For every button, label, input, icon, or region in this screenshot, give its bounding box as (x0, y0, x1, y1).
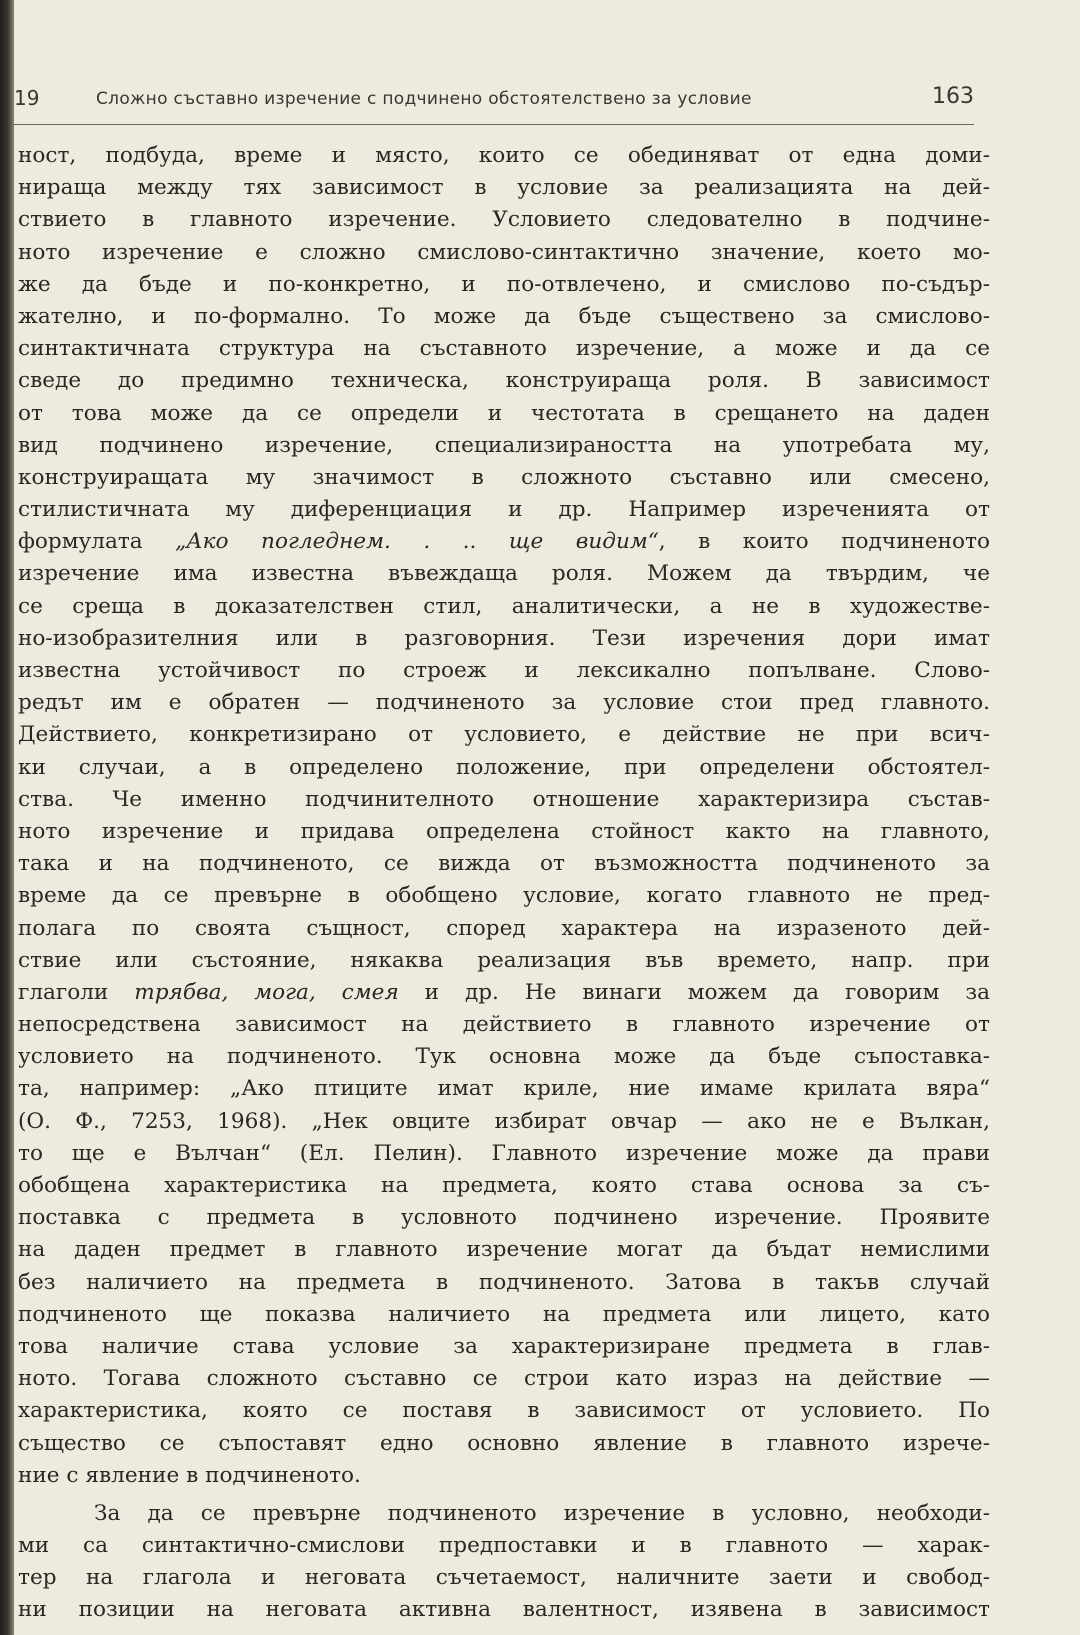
text-segment: известна устойчивост по строеж и лексикално попълване. Слово- (18, 658, 990, 683)
text-segment: условието на подчиненото. Тук основна може да бъде съпоставка- (18, 1044, 990, 1070)
text-line (18, 398, 990, 430)
text-line (18, 1267, 990, 1299)
text-line (18, 1530, 990, 1562)
text-segment: ни позиции на неговата активна валентност, изявена в зависимост (18, 1597, 990, 1623)
text-line (18, 752, 990, 784)
text-segment: ност, подбуда, време и място, които се обединяват от една доми- (18, 143, 990, 168)
text-segment: За да се превърне подчиненото изречение в условно, необходи- (94, 1500, 990, 1526)
text-line (18, 204, 990, 236)
text-segment: същество се съпоставят едно основно явление в главното изрече- (18, 1430, 990, 1456)
text-segment: , в които подчиненото (658, 529, 990, 555)
text-segment: ми са синтактично-смислови предпоставки и в главното — харак- (18, 1533, 990, 1559)
text-line (18, 1299, 990, 1331)
text-segment: нираща между тях зависимост в условие за реализацията на дей- (18, 175, 990, 201)
text-segment: това наличие става условие за характеризиране предмета в глав- (18, 1333, 990, 1359)
italic-text-segment: „Ако погледнем. . .. ще видим“ (175, 529, 659, 555)
text-line (18, 1234, 990, 1266)
text-segment: от това може да се определи и честотата в срещането на даден (18, 400, 990, 426)
text-segment: Действието, конкретизирано от условието, е действие не при всич- (18, 722, 990, 748)
text-segment: ние с явление в подчиненото. (18, 1462, 361, 1488)
text-segment: вид подчинено изречение, специализираността на употребата му, (18, 432, 990, 458)
text-line (18, 333, 990, 365)
header-divider (14, 124, 974, 125)
text-line (18, 880, 990, 912)
text-line (18, 1106, 990, 1138)
text-segment: на даден предмет в главното изречение могат да бъдат немислими (18, 1237, 990, 1263)
text-segment: така и на подчиненото, се вижда от възможността подчиненото за (18, 851, 990, 877)
text-line (18, 1498, 990, 1530)
text-segment: без наличието на предмета в подчиненото. Затова в такъв случай (18, 1269, 990, 1295)
text-line (18, 1363, 990, 1395)
text-segment: (О. Ф., 7253, 1968). „Нек овците избират овчар — ако не е Вълкан, (18, 1108, 990, 1134)
text-segment: ното изречение и придава определена стойност както на главното, (18, 818, 990, 844)
text-line (18, 140, 990, 172)
chapter-number: 19 (14, 86, 40, 110)
text-line (18, 1009, 990, 1041)
text-segment: подчиненото ще показва наличието на предмета или лицето, като (18, 1301, 990, 1327)
text-segment: сведе до предимно техническа, конструираща роля. В зависимост (18, 368, 990, 394)
text-segment: редът им е обратен — подчиненото за условие стои пред главното. (18, 690, 990, 716)
text-segment: изречение има известна въвеждаща роля. Можем да твърдим, че (18, 561, 990, 587)
italic-text-segment: трябва, мога, смея (134, 979, 399, 1005)
text-line (18, 430, 990, 462)
text-segment: синтактичната структура на съставното изречение, а може и да се (18, 336, 990, 362)
running-title: Сложно съставно изречение с подчинено обстоятелствено за условие (96, 89, 752, 109)
text-segment: стилистичната му диференциация и др. Например изреченията от (18, 497, 990, 523)
text-line (18, 1428, 990, 1460)
text-segment: то ще е Вълчан“ (Ел. Пелин). Главното изречение може да прави (18, 1140, 990, 1166)
text-segment: тер на глагола и неговата съчетаемост, наличните заети и свобод- (18, 1565, 990, 1591)
text-line (18, 1460, 990, 1492)
text-segment: ствие или състояние, някаква реализация във времето, напр. при (18, 947, 990, 973)
text-segment: ки случаи, а в определено положение, при определени обстоятел- (18, 754, 990, 780)
text-segment: ствието в главното изречение. Условието следователно в подчине- (18, 207, 990, 233)
text-segment: же да бъде и по-конкретно, и по-отвлечено, и смислово по-съдър- (18, 271, 990, 297)
text-line (18, 494, 990, 526)
text-line (18, 237, 990, 269)
page-number: 163 (932, 84, 974, 109)
book-binding-edge (0, 0, 14, 1635)
text-segment: непосредствена зависимост на действието в главното изречение от (18, 1012, 990, 1038)
text-line (18, 945, 990, 977)
text-line (18, 462, 990, 494)
text-segment: ното изречение е сложно смислово-синтактично значение, което мо- (18, 239, 990, 265)
text-line (18, 977, 990, 1009)
text-segment: ното. Тогава сложното съставно се строи като израз на действие — (18, 1366, 990, 1392)
text-line (18, 1073, 990, 1105)
running-header (14, 84, 974, 124)
text-segment: жателно, и по-формално. То може да бъде съществено за смислово- (18, 303, 990, 329)
text-line (18, 591, 990, 623)
text-segment: но-изобразителния или в разговорния. Тези изречения дори имат (18, 625, 990, 651)
text-line (18, 623, 990, 655)
text-line (18, 687, 990, 719)
body-text (18, 140, 990, 1627)
text-line (18, 719, 990, 751)
text-line (18, 816, 990, 848)
text-segment: и др. Не винаги можем да говорим за (398, 979, 990, 1005)
text-line (18, 655, 990, 687)
text-segment: конструиращата му значимост в сложното съставно или смесено, (18, 464, 990, 490)
text-line (18, 1041, 990, 1073)
text-segment: формулата (18, 529, 176, 555)
text-line (18, 1331, 990, 1363)
text-line (18, 558, 990, 590)
text-line (18, 269, 990, 301)
text-segment: та, например: „Ако птиците имат криле, ние имаме крилата вяра“ (18, 1076, 990, 1102)
text-line (18, 1594, 990, 1626)
text-segment: се среща в доказателствен стил, аналитически, а не в художестве- (18, 593, 990, 619)
text-line (18, 1395, 990, 1427)
text-line (18, 365, 990, 397)
text-segment: поставка с предмета в условното подчинено изречение. Проявите (18, 1205, 990, 1231)
text-line (18, 1138, 990, 1170)
text-segment: обобщена характеристика на предмета, която става основа за съ- (18, 1173, 990, 1198)
text-segment: ства. Че именно подчинителното отношение характеризира състав- (18, 786, 990, 812)
text-line (18, 301, 990, 333)
text-segment: време да се превърне в обобщено условие, когато главното не пред- (18, 883, 990, 909)
text-line (18, 848, 990, 880)
text-segment: характеристика, която се поставя в зависимост от условието. По (18, 1398, 990, 1424)
text-segment: полага по своята същност, според характера на изразеното дей- (18, 915, 990, 941)
text-line (18, 526, 990, 558)
text-segment: глаголи (18, 979, 135, 1005)
text-line (18, 172, 990, 204)
text-line (18, 913, 990, 945)
text-line (18, 1170, 990, 1202)
text-line (18, 1202, 990, 1234)
text-line (18, 1562, 990, 1594)
text-line (18, 784, 990, 816)
